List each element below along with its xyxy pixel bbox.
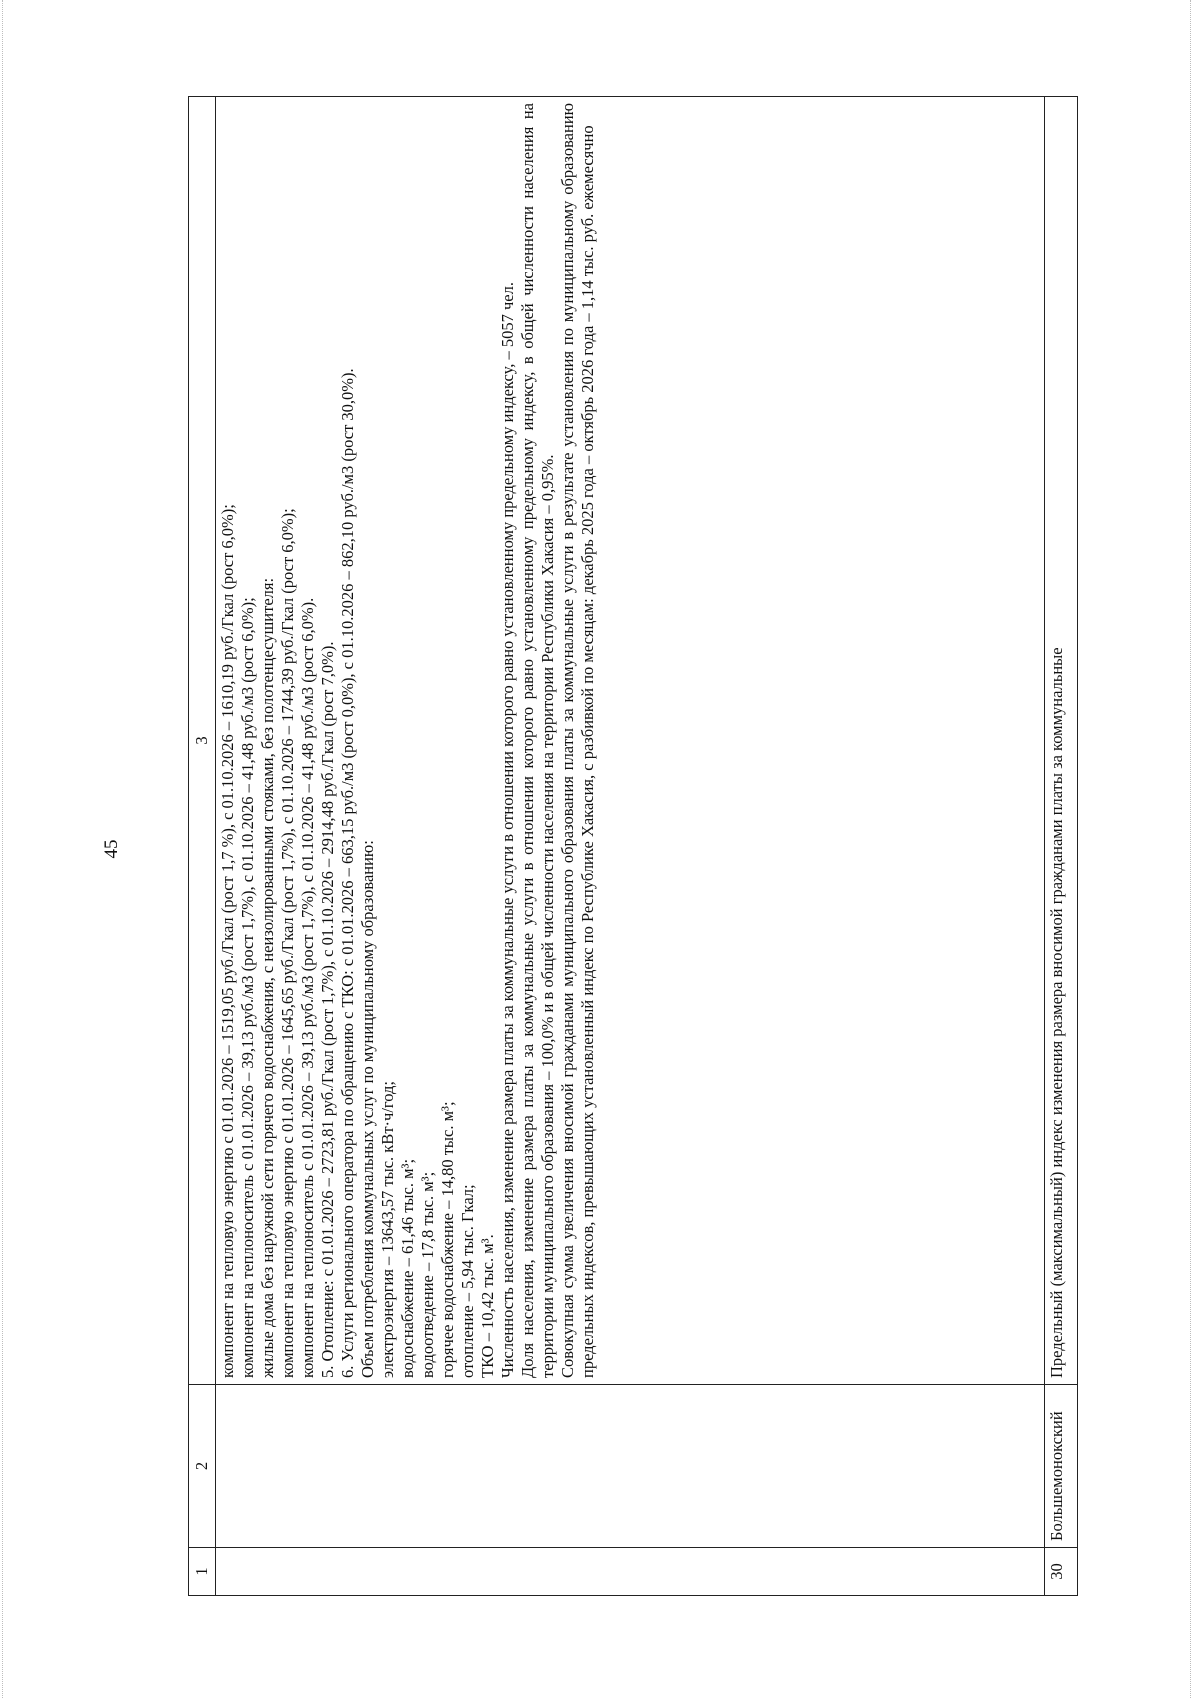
tariff-details-cell	[216, 97, 1045, 1385]
header-cell-3: 3	[189, 97, 216, 1385]
scan-left-edge	[2, 0, 3, 1698]
text-line: компонент на тепловую энергию с 01.01.2026 – 1645,65 руб./Гкал (рост 1,7%), с 01.10.2026 – 1744,39 руб./Гкал (рост 6,0%);	[278, 508, 297, 1378]
text-line: Доля населения, изменение размера платы за коммунальные услуги в отношении которого равно установленному предельному индексу, в общей численности населения на территории муниципального образования – 100,0% и в общей численности населения на территории Республики Хакасия – 0,95%.	[518, 103, 557, 1378]
document-sheet	[188, 96, 1078, 1596]
tariff-details-cell: Предельный (максимальный) индекс изменения размера вносимой гражданами платы за коммунальные	[1045, 97, 1078, 1385]
text-line: Совокупная сумма увеличения вносимой гражданами муниципального образования платы за коммунальные услуги в результате установления по муниципальному образованию предельных индексов, превышающих установленный индекс по Республике Хакасия, с разбивкой по месяцам: декабрь 2025 года – октябрь 2026 года – 1,14 тыс. руб. ежемесячно	[558, 103, 597, 1378]
text-line: ТКО – 10,42 тыс. м³.	[478, 1234, 497, 1378]
scan-right-edge	[1190, 0, 1191, 1698]
row-number-cell: 30	[1045, 1548, 1078, 1596]
table-row-30	[1045, 97, 1078, 1596]
table-row-continued	[216, 97, 1045, 1596]
page-number: 45	[101, 839, 122, 859]
text-line: компонент на теплоноситель с 01.01.2026 – 39,13 руб./м3 (рост 1,7%), с 01.10.2026 – 41,48 руб./м3 (рост 6,0%);	[238, 597, 257, 1378]
tariff-table	[188, 96, 1078, 1596]
text-line: 5. Отопление: с 01.01.2026 – 2723,81 руб./Гкал (рост 1,7%), с 01.10.2026 – 2914,48 руб./Гкал (рост 7,0%).	[318, 641, 337, 1378]
text-line: Объем потребления коммунальных услуг по муниципальному образованию:	[358, 840, 377, 1378]
text-line: электроэнергия – 13643,57 тыс. кВт·ч/год;	[378, 1080, 397, 1378]
header-cell-1: 1	[189, 1548, 216, 1596]
text-line: компонент на теплоноситель с 01.01.2026 – 39,13 руб./м3 (рост 1,7%), с 01.10.2026 – 41,48 руб./м3 (рост 6,0%).	[298, 597, 317, 1378]
municipality-cell	[216, 1385, 1045, 1548]
municipality-cell: Большемонокский	[1045, 1385, 1078, 1548]
text-line: жилые дома без наружной сети горячего водоснабжения, с неизолированными стояками, без полотенцесушителя:	[258, 577, 277, 1378]
text-line: компонент на тепловую энергию с 01.01.2026 – 1519,05 руб./Гкал (рост 1,7 %), с 01.10.2026 – 1610,19 руб./Гкал (рост 6,0%);	[218, 504, 237, 1378]
text-line: Численность населения, изменение размера платы за коммунальные услуги в отношении которого равно установленному предельному индексу, – 5057 чел.	[498, 282, 517, 1378]
text-line: отопление – 5,94 тыс. Гкал;	[458, 1184, 477, 1378]
text-line: 6. Услуги регионального оператора по обращению с ТКО: с 01.01.2026 – 663,15 руб./м3 (рост 0,0%), с 01.10.2026 – 862,10 руб./м3 (рост 30,0%).	[338, 368, 357, 1378]
table-header-row	[189, 97, 216, 1596]
text-line: водоснабжение – 61,46 тыс. м³;	[398, 1158, 417, 1378]
text-line: водоотведение – 17,8 тыс. м³;	[418, 1171, 437, 1378]
header-cell-2: 2	[189, 1385, 216, 1548]
text-line: горячее водоснабжение – 14,80 тыс. м³;	[438, 1101, 457, 1378]
row-number-cell	[216, 1548, 1045, 1596]
